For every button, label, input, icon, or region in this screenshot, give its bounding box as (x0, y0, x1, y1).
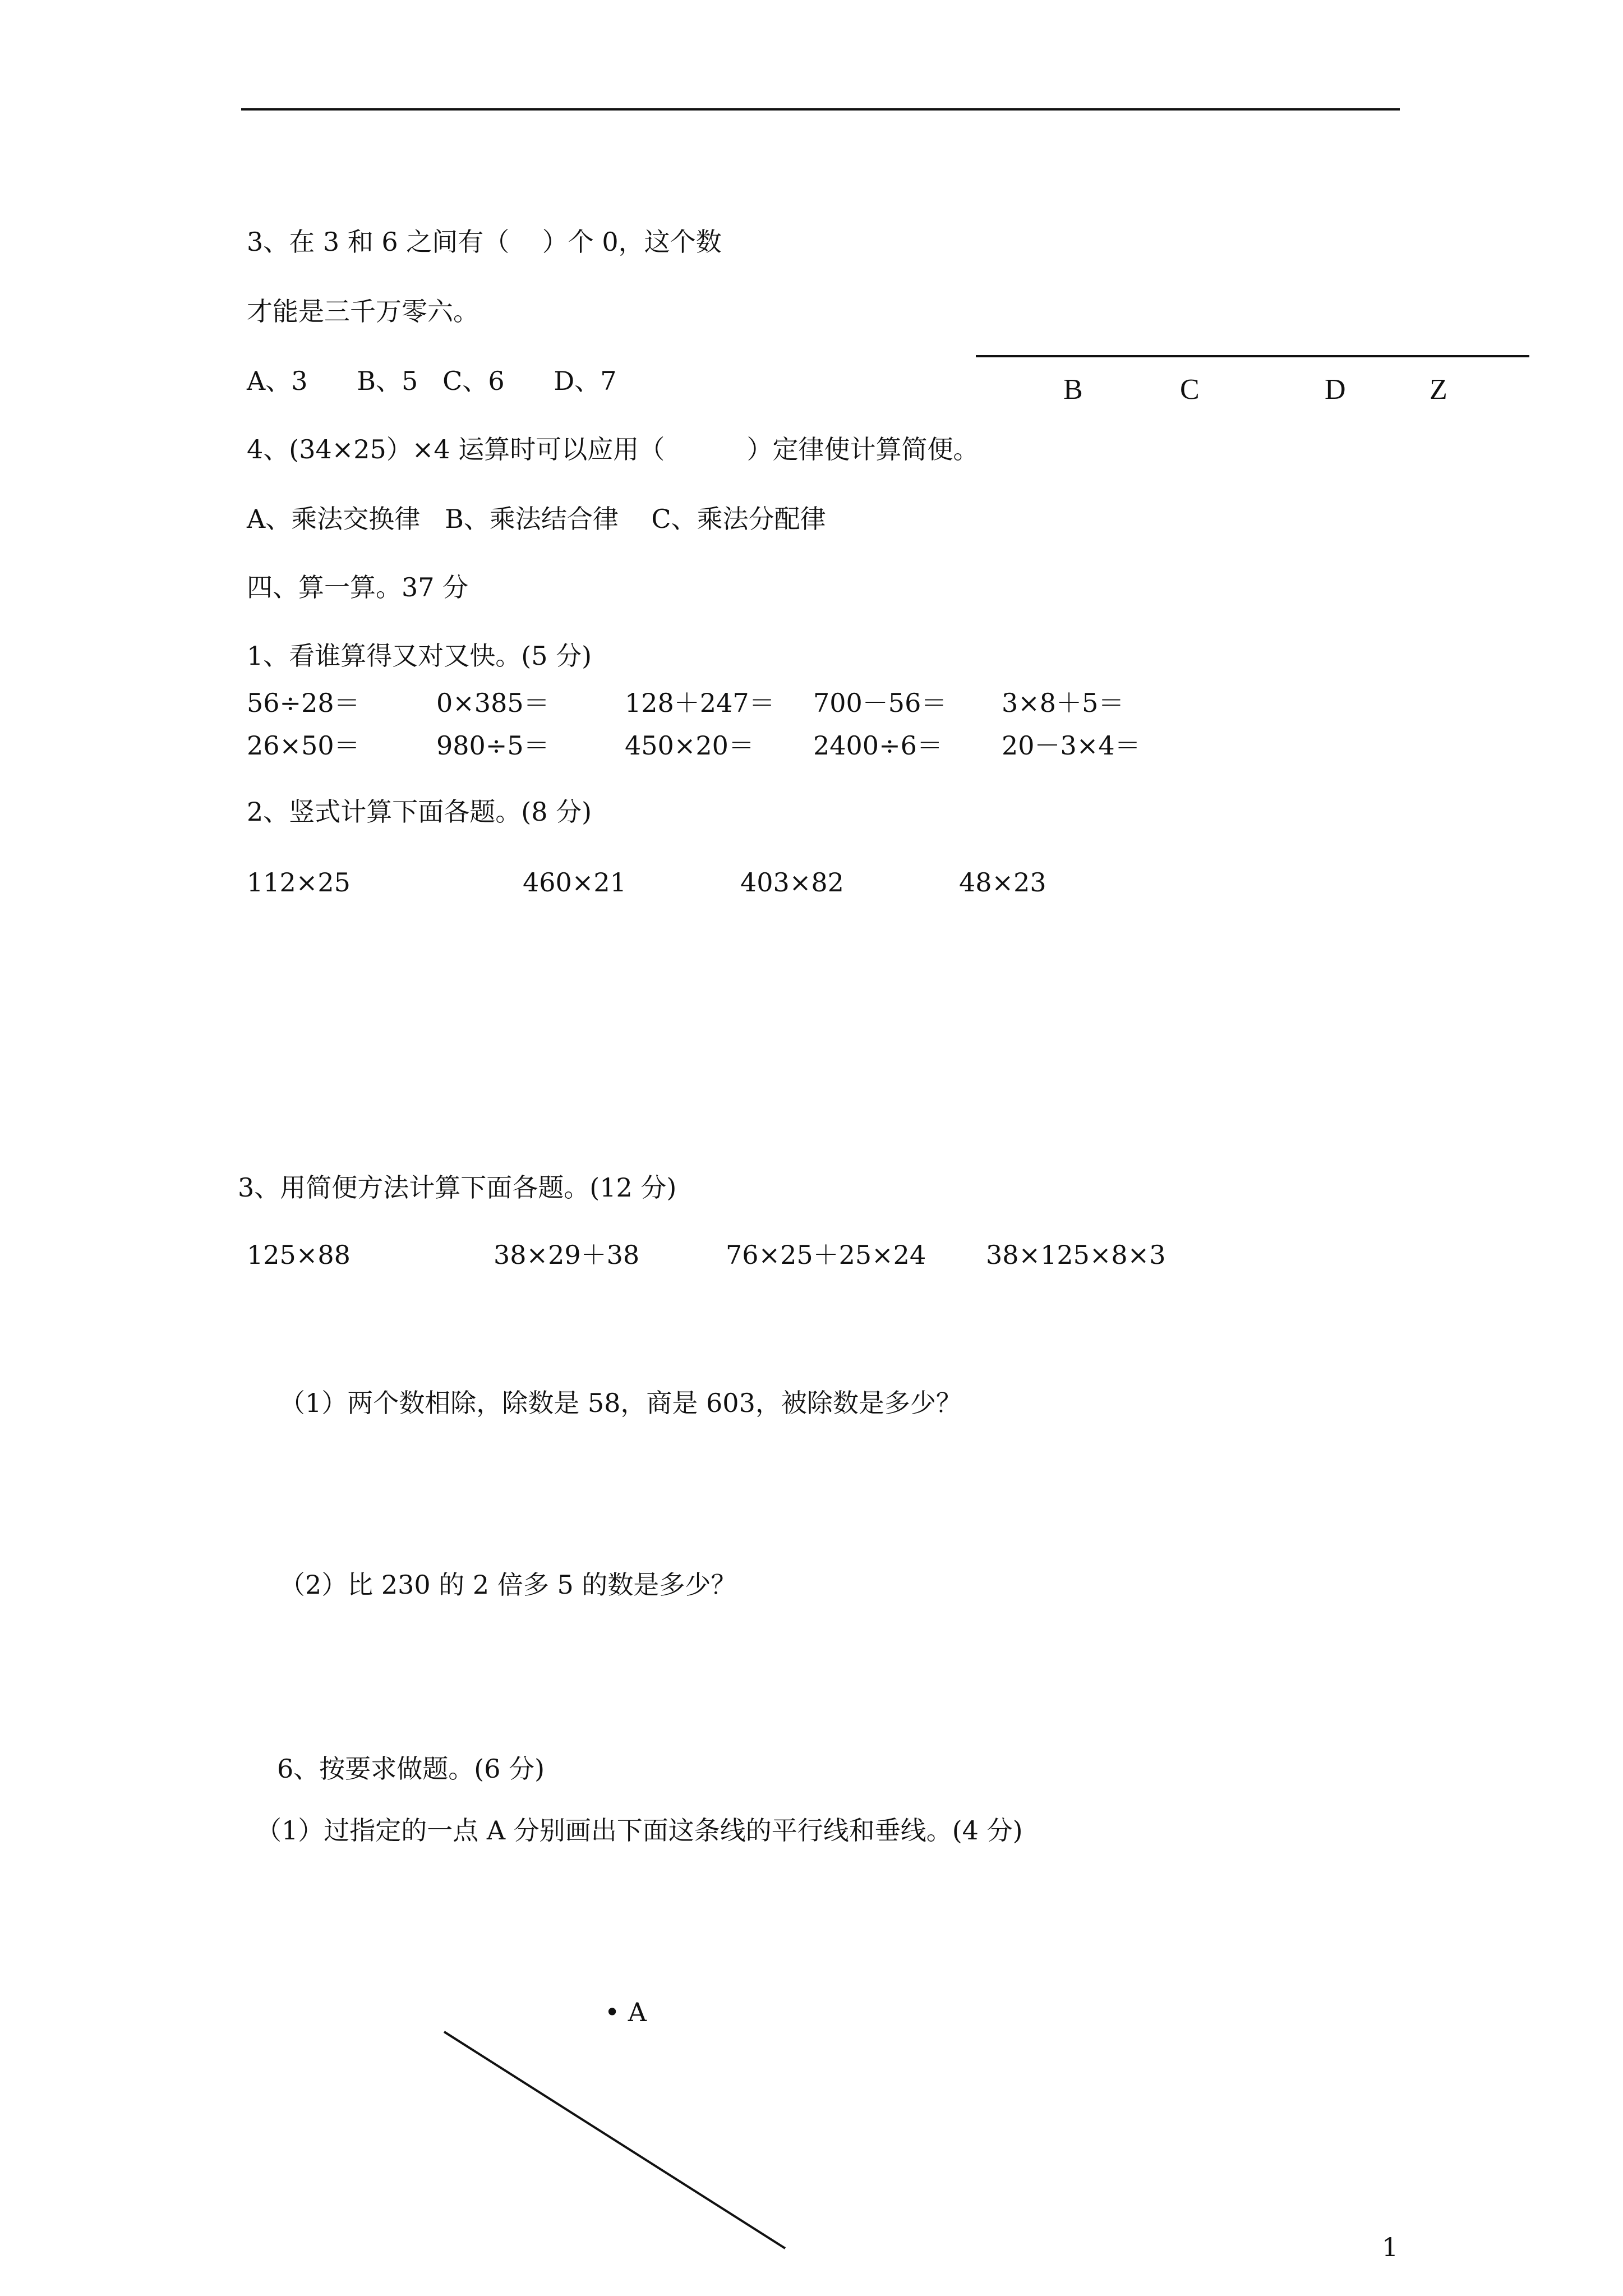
q3-options: A、3 B、5 C、6 D、7 (247, 366, 617, 396)
mental-row1-item: 56÷28＝ (247, 688, 360, 718)
q3-line1: 3、在 3 和 6 之间有（ ）个 0，这个数 (247, 227, 722, 257)
word-problem-2: （2）比 230 的 2 倍多 5 的数是多少？ (279, 1570, 737, 1600)
mental-row1-item: 3×8＋5＝ (1002, 688, 1124, 718)
mental-title: 1、看谁算得又对又快。(5 分) (247, 641, 592, 671)
vertical-item: 460×21 (523, 867, 626, 898)
q6-sub1: （1）过指定的一点 A 分别画出下面这条线的平行线和垂线。(4 分) (256, 1815, 1023, 1846)
line-label-b: B (1063, 374, 1083, 406)
word-problem-1: （1）两个数相除，除数是 58，商是 603，被除数是多少？ (279, 1388, 962, 1418)
line-label-d: D (1325, 374, 1346, 406)
line-label-c: C (1180, 374, 1200, 406)
simple-title: 3、用简便方法计算下面各题。(12 分) (238, 1172, 677, 1203)
q4-line1: 4、(34×25）×4 运算时可以应用（ ）定律使计算简便。 (247, 434, 979, 464)
page-number: 1 (1382, 2232, 1399, 2262)
simple-item: 125×88 (247, 1240, 351, 1270)
mental-row1-item: 128＋247＝ (625, 688, 775, 718)
mental-row2-item: 26×50＝ (247, 730, 360, 761)
simple-item: 38×29＋38 (494, 1240, 640, 1270)
simple-item: 38×125×8×3 (986, 1240, 1166, 1270)
vertical-title: 2、竖式计算下面各题。(8 分) (247, 797, 592, 827)
mental-row2-item: 20－3×4＝ (1002, 730, 1141, 761)
vertical-item: 112×25 (247, 867, 351, 898)
mental-row1-item: 700－56＝ (813, 688, 947, 718)
section4-title: 四、算一算。37 分 (247, 572, 469, 602)
vertical-item: 403×82 (740, 867, 844, 898)
mental-row1-item: 0×385＝ (436, 688, 550, 718)
point-a-label: • A (605, 1997, 647, 2027)
q6-title: 6、按要求做题。(6 分) (277, 1754, 545, 1784)
q3-line2: 才能是三千万零六。 (247, 296, 479, 326)
line-label-z: Z (1430, 374, 1447, 406)
mental-row2-item: 450×20＝ (625, 730, 754, 761)
slanted-line (444, 2032, 785, 2248)
vertical-item: 48×23 (959, 867, 1046, 898)
simple-item: 76×25＋25×24 (726, 1240, 926, 1270)
mental-row2-item: 2400÷6＝ (813, 730, 943, 761)
q4-options: A、乘法交换律 B、乘法结合律 C、乘法分配律 (247, 504, 826, 534)
mental-row2-item: 980÷5＝ (436, 730, 550, 761)
